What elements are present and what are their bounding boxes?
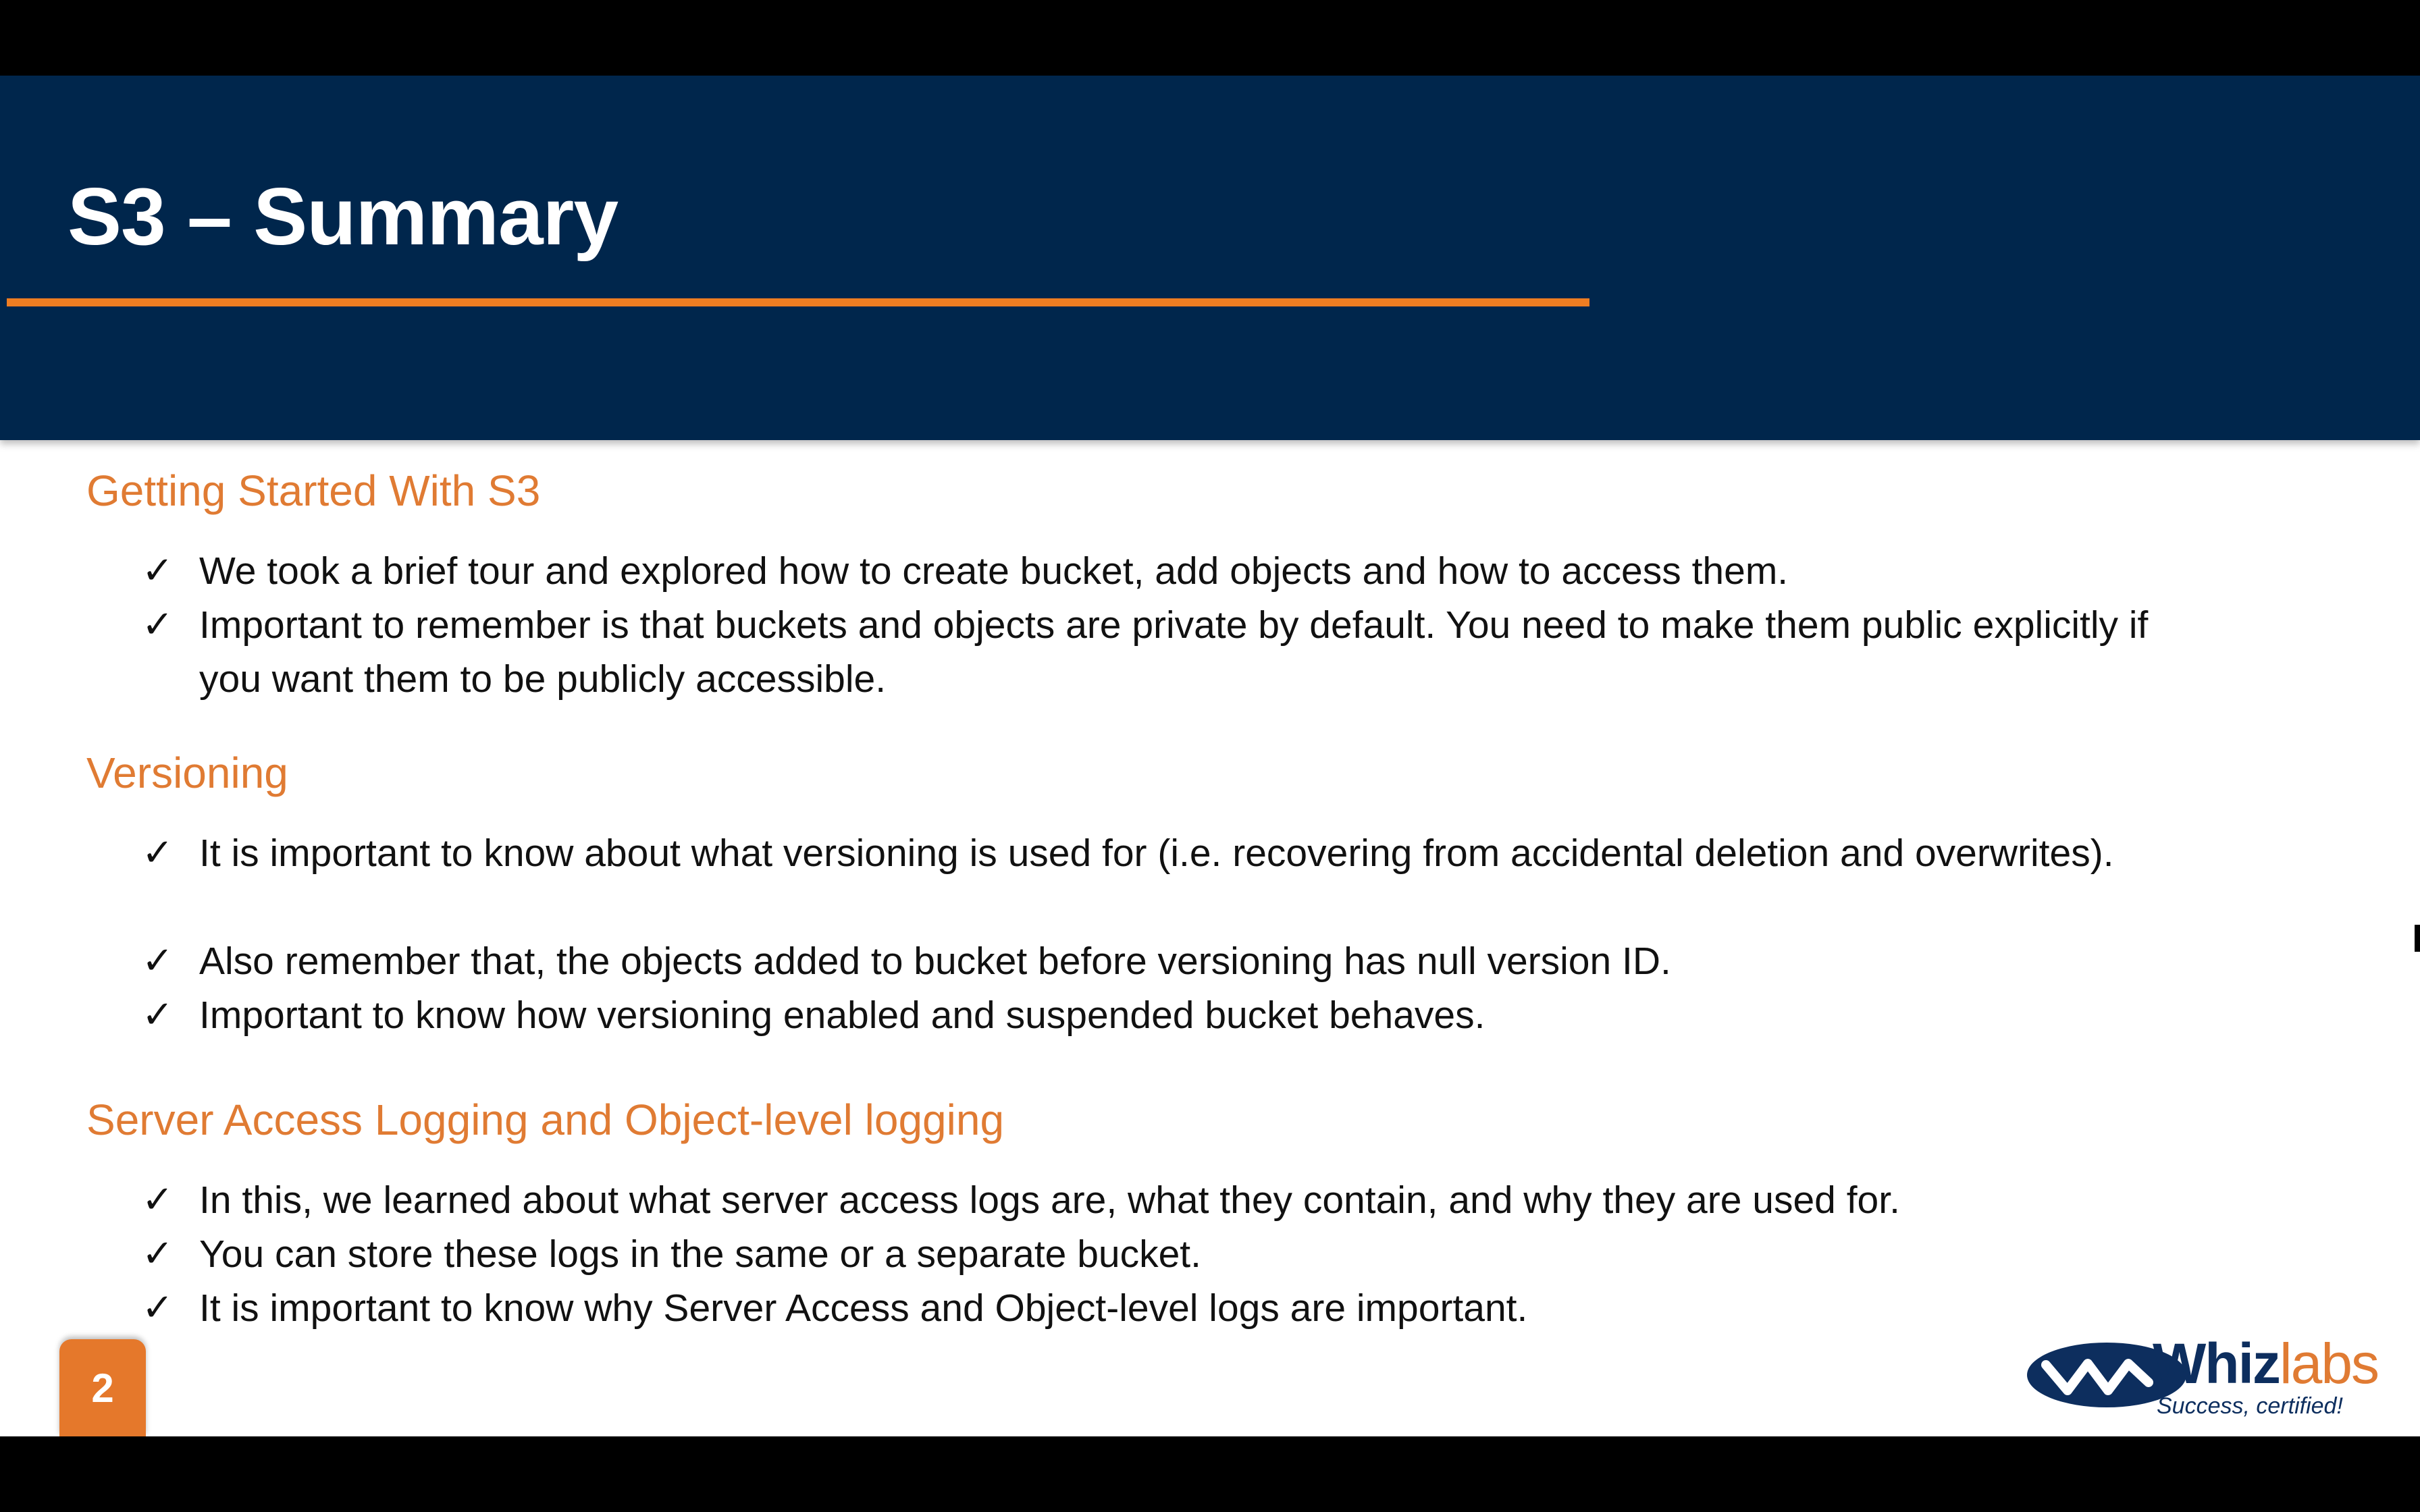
logo-tagline: Success, certified! — [2157, 1393, 2343, 1419]
section-heading-getting-started: Getting Started With S3 — [86, 466, 541, 515]
slide-header — [0, 76, 2420, 440]
top-letterbox — [0, 0, 2420, 76]
checkmark-icon: ✓ — [142, 993, 174, 1037]
bullet-text: Important to remember is that buckets and objects are private by default. You need to make them public explicitly if you want them to be publicly accessible. — [199, 603, 2149, 701]
bullet-text: It is important to know about what versioning is used for (i.e. recovering from accidental deletion and overwrites). — [199, 832, 2114, 875]
bullet-text: You can store these logs in the same or a separate bucket. — [199, 1233, 1201, 1276]
bottom-letterbox — [0, 1436, 2420, 1512]
bullet-text: In this, we learned about what server access logs are, what they contain, and why they are used for. — [199, 1179, 1900, 1222]
section-heading-server-access-logging: Server Access Logging and Object-level logging — [86, 1096, 1005, 1144]
logo-name-main: Whiz — [2153, 1332, 2280, 1395]
logo-name-accent: labs — [2279, 1332, 2379, 1395]
mouse-cursor-icon — [2415, 925, 2420, 952]
checkmark-icon: ✓ — [142, 603, 174, 647]
checkmark-icon: ✓ — [142, 831, 174, 875]
presentation-slide — [0, 76, 2420, 1436]
slide-title: S3 – Summary — [68, 171, 619, 262]
checkmark-icon: ✓ — [142, 939, 174, 983]
section-heading-versioning: Versioning — [86, 749, 288, 797]
checkmark-icon: ✓ — [142, 1286, 174, 1330]
bullet-text: We took a brief tour and explored how to create bucket, add objects and how to access them. — [199, 549, 1789, 593]
bullet-text: Also remember that, the objects added to bucket before versioning has null version ID. — [199, 940, 1671, 983]
logo-wordmark — [2153, 1331, 2378, 1397]
checkmark-icon: ✓ — [142, 549, 174, 593]
whizlabs-logo — [2026, 1331, 2377, 1419]
bullet-text: It is important to know why Server Access and Object-level logs are important. — [199, 1287, 1528, 1330]
checkmark-icon: ✓ — [142, 1178, 174, 1222]
title-underline — [7, 298, 1589, 306]
page-number-badge: 2 — [59, 1339, 146, 1436]
checkmark-icon: ✓ — [142, 1232, 174, 1276]
bullet-text: Important to know how versioning enabled and suspended bucket behaves. — [199, 994, 1485, 1037]
